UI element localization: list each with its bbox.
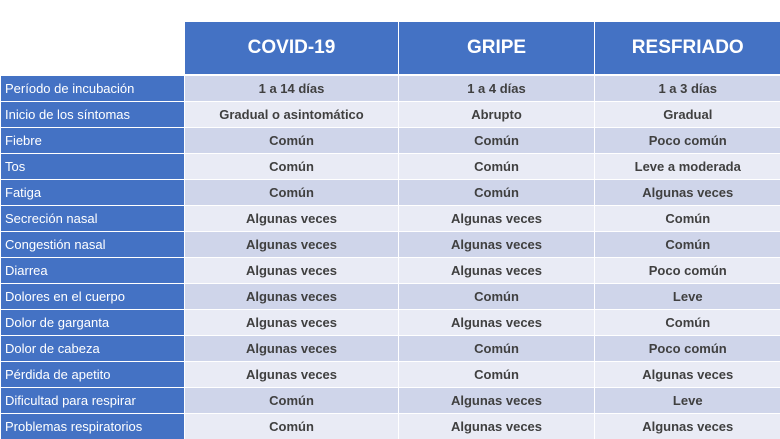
table-cell: Común [399, 154, 595, 180]
table-row [1, 154, 780, 180]
table-cell: Algunas veces [399, 258, 595, 284]
row-label: Diarrea [1, 258, 185, 284]
table-cell: Leve [595, 388, 780, 414]
table-cell: 1 a 3 días [595, 75, 780, 102]
table-cell: Común [595, 310, 780, 336]
table-cell: Algunas veces [595, 180, 780, 206]
table-row [1, 310, 780, 336]
table-cell: Poco común [595, 258, 780, 284]
table-cell: Abrupto [399, 102, 595, 128]
header-corner-cell [1, 22, 185, 75]
table-row [1, 232, 780, 258]
table-cell: Común [399, 362, 595, 388]
header-row [1, 22, 780, 75]
table-row [1, 180, 780, 206]
table-cell: Algunas veces [399, 388, 595, 414]
row-label: Período de incubación [1, 75, 185, 102]
table-row [1, 284, 780, 310]
table-cell: Algunas veces [185, 232, 399, 258]
table-cell: 1 a 4 días [399, 75, 595, 102]
row-label: Problemas respiratorios [1, 414, 185, 439]
table-row [1, 336, 780, 362]
row-label: Fiebre [1, 128, 185, 154]
table-cell: 1 a 14 días [185, 75, 399, 102]
header-gripe: GRIPE [399, 22, 595, 75]
row-label: Dificultad para respirar [1, 388, 185, 414]
table-cell: Común [399, 284, 595, 310]
row-label: Dolor de garganta [1, 310, 185, 336]
table-cell: Algunas veces [595, 362, 780, 388]
table-cell: Común [185, 154, 399, 180]
header-resfriado: RESFRIADO [595, 22, 780, 75]
symptom-comparison-table-container [0, 22, 780, 439]
table-cell: Algunas veces [185, 284, 399, 310]
table-cell: Algunas veces [399, 414, 595, 439]
table-cell: Algunas veces [185, 336, 399, 362]
table-row [1, 75, 780, 102]
table-cell: Algunas veces [185, 310, 399, 336]
table-cell: Leve a moderada [595, 154, 780, 180]
table-cell: Algunas veces [399, 310, 595, 336]
table-cell: Algunas veces [185, 258, 399, 284]
row-label: Fatiga [1, 180, 185, 206]
table-cell: Común [595, 232, 780, 258]
table-cell: Común [185, 180, 399, 206]
table-row [1, 362, 780, 388]
row-label: Pérdida de apetito [1, 362, 185, 388]
table-cell: Algunas veces [185, 362, 399, 388]
row-label: Inicio de los síntomas [1, 102, 185, 128]
table-cell: Algunas veces [595, 414, 780, 439]
table-cell: Gradual o asintomático [185, 102, 399, 128]
table-cell: Común [185, 128, 399, 154]
table-cell: Común [399, 128, 595, 154]
row-label: Tos [1, 154, 185, 180]
table-row [1, 102, 780, 128]
table-cell: Gradual [595, 102, 780, 128]
table-cell: Algunas veces [185, 206, 399, 232]
table-cell: Común [399, 180, 595, 206]
table-header [1, 22, 780, 75]
table-cell: Algunas veces [399, 206, 595, 232]
table-cell: Común [185, 414, 399, 439]
table-cell: Poco común [595, 336, 780, 362]
table-row [1, 388, 780, 414]
row-label: Secreción nasal [1, 206, 185, 232]
header-covid: COVID-19 [185, 22, 399, 75]
table-cell: Común [399, 336, 595, 362]
row-label: Congestión nasal [1, 232, 185, 258]
symptom-comparison-table [0, 22, 780, 439]
table-body [1, 75, 780, 439]
table-row [1, 128, 780, 154]
table-cell: Común [185, 388, 399, 414]
table-cell: Algunas veces [399, 232, 595, 258]
table-row [1, 206, 780, 232]
table-row [1, 414, 780, 439]
row-label: Dolores en el cuerpo [1, 284, 185, 310]
row-label: Dolor de cabeza [1, 336, 185, 362]
table-cell: Común [595, 206, 780, 232]
table-cell: Leve [595, 284, 780, 310]
table-cell: Poco común [595, 128, 780, 154]
table-row [1, 258, 780, 284]
